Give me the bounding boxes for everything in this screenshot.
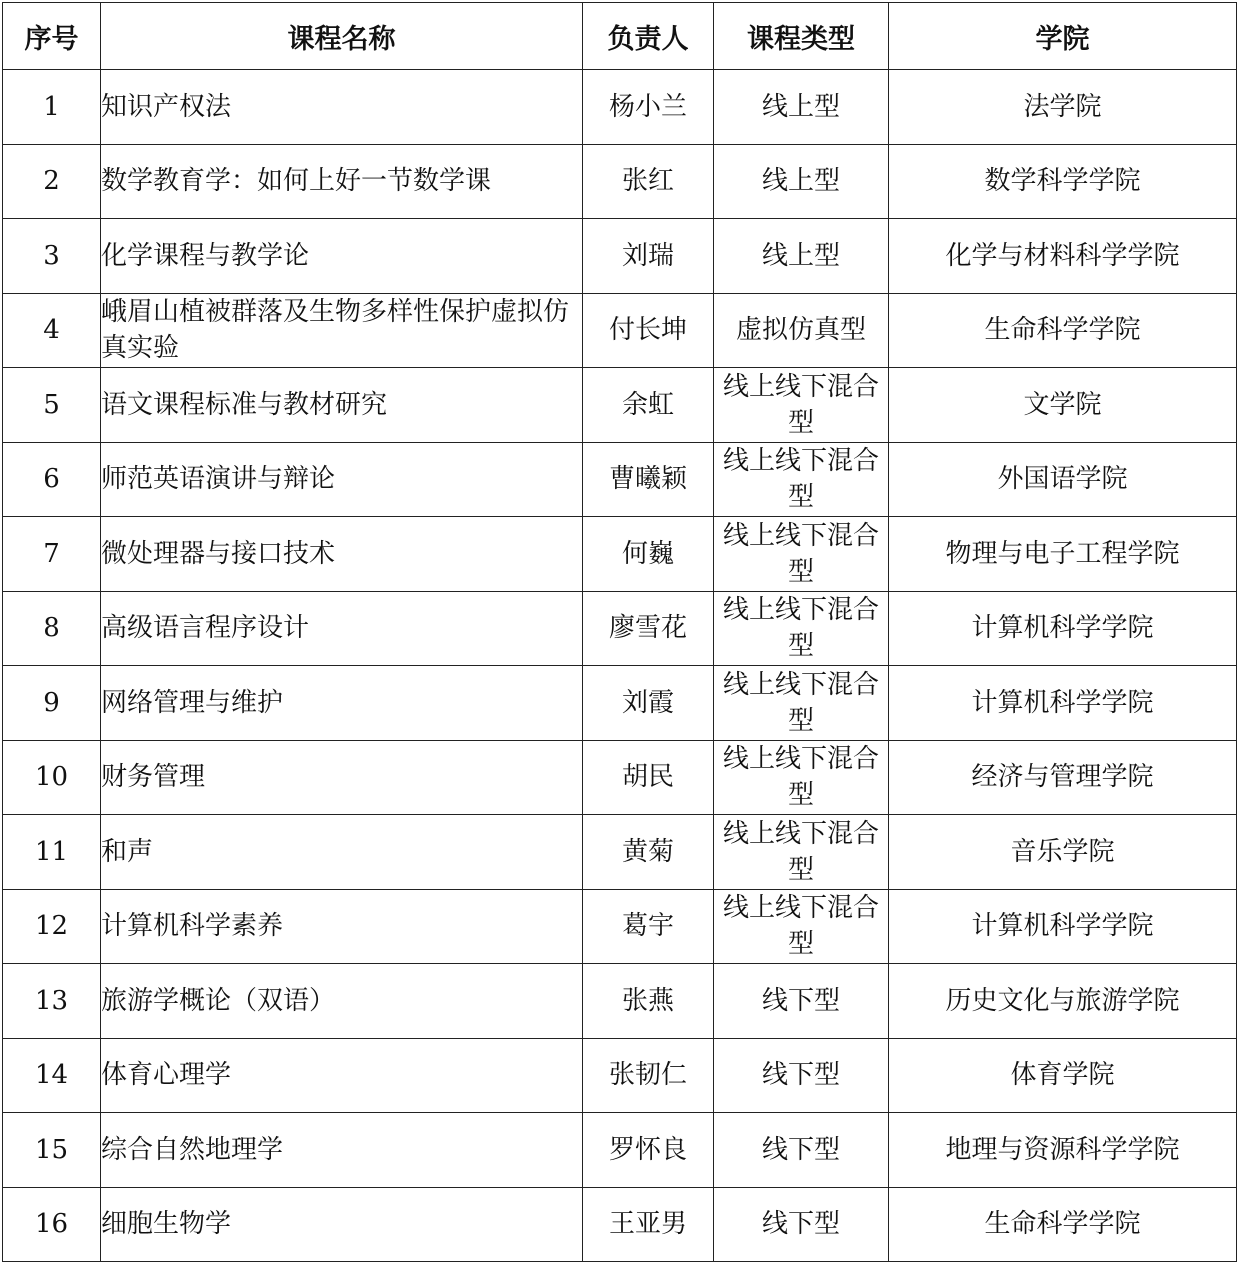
cell-course-name: 高级语言程序设计 xyxy=(101,591,583,666)
cell-course-type: 线下型 xyxy=(714,1187,889,1262)
cell-college: 经济与管理学院 xyxy=(889,740,1237,815)
table-row xyxy=(3,666,1237,741)
header-owner: 负责人 xyxy=(583,3,714,70)
table-row xyxy=(3,70,1237,145)
cell-num: 5 xyxy=(3,368,101,443)
cell-course-name: 细胞生物学 xyxy=(101,1187,583,1262)
cell-course-name: 知识产权法 xyxy=(101,70,583,145)
cell-course-type: 线上线下混合型 xyxy=(714,889,889,964)
table-row xyxy=(3,815,1237,890)
cell-owner: 张红 xyxy=(583,144,714,219)
cell-course-type: 线上型 xyxy=(714,70,889,145)
cell-college: 外国语学院 xyxy=(889,442,1237,517)
cell-num: 8 xyxy=(3,591,101,666)
cell-college: 生命科学学院 xyxy=(889,293,1237,368)
cell-num: 7 xyxy=(3,517,101,592)
cell-owner: 张韧仁 xyxy=(583,1038,714,1113)
cell-course-name: 化学课程与教学论 xyxy=(101,219,583,294)
cell-course-name: 网络管理与维护 xyxy=(101,666,583,741)
table-row xyxy=(3,442,1237,517)
cell-owner: 胡民 xyxy=(583,740,714,815)
cell-course-type: 线上线下混合型 xyxy=(714,591,889,666)
cell-course-name: 师范英语演讲与辩论 xyxy=(101,442,583,517)
cell-course-type: 线上线下混合型 xyxy=(714,517,889,592)
cell-college: 文学院 xyxy=(889,368,1237,443)
cell-owner: 付长坤 xyxy=(583,293,714,368)
cell-num: 2 xyxy=(3,144,101,219)
cell-num: 6 xyxy=(3,442,101,517)
cell-owner: 余虹 xyxy=(583,368,714,443)
table-row xyxy=(3,740,1237,815)
cell-owner: 杨小兰 xyxy=(583,70,714,145)
cell-college: 数学科学学院 xyxy=(889,144,1237,219)
table-row xyxy=(3,368,1237,443)
cell-num: 11 xyxy=(3,815,101,890)
cell-num: 16 xyxy=(3,1187,101,1262)
cell-college: 历史文化与旅游学院 xyxy=(889,964,1237,1039)
cell-num: 14 xyxy=(3,1038,101,1113)
cell-college: 化学与材料科学学院 xyxy=(889,219,1237,294)
cell-course-name: 微处理器与接口技术 xyxy=(101,517,583,592)
cell-num: 4 xyxy=(3,293,101,368)
table-row xyxy=(3,889,1237,964)
cell-num: 15 xyxy=(3,1113,101,1188)
cell-owner: 廖雪花 xyxy=(583,591,714,666)
cell-owner: 张燕 xyxy=(583,964,714,1039)
cell-course-name: 综合自然地理学 xyxy=(101,1113,583,1188)
cell-course-name: 财务管理 xyxy=(101,740,583,815)
cell-college: 物理与电子工程学院 xyxy=(889,517,1237,592)
cell-course-name: 数学教育学：如何上好一节数学课 xyxy=(101,144,583,219)
header-type: 课程类型 xyxy=(714,3,889,70)
cell-owner: 何巍 xyxy=(583,517,714,592)
cell-course-name: 峨眉山植被群落及生物多样性保护虚拟仿真实验 xyxy=(101,293,583,368)
header-num: 序号 xyxy=(3,3,101,70)
cell-college: 音乐学院 xyxy=(889,815,1237,890)
table-row xyxy=(3,517,1237,592)
cell-course-name: 语文课程标准与教材研究 xyxy=(101,368,583,443)
cell-course-type: 线上线下混合型 xyxy=(714,442,889,517)
cell-course-name: 旅游学概论（双语） xyxy=(101,964,583,1039)
cell-course-type: 线上线下混合型 xyxy=(714,740,889,815)
table-body xyxy=(3,70,1237,1262)
cell-owner: 葛宇 xyxy=(583,889,714,964)
cell-course-type: 线下型 xyxy=(714,1038,889,1113)
cell-course-type: 线上线下混合型 xyxy=(714,368,889,443)
cell-course-type: 线上型 xyxy=(714,219,889,294)
cell-course-name: 体育心理学 xyxy=(101,1038,583,1113)
cell-course-name: 和声 xyxy=(101,815,583,890)
cell-num: 13 xyxy=(3,964,101,1039)
cell-course-type: 线上线下混合型 xyxy=(714,666,889,741)
table-row xyxy=(3,1113,1237,1188)
table-row xyxy=(3,144,1237,219)
cell-course-type: 线上线下混合型 xyxy=(714,815,889,890)
cell-num: 10 xyxy=(3,740,101,815)
table-row xyxy=(3,1038,1237,1113)
cell-college: 生命科学学院 xyxy=(889,1187,1237,1262)
cell-num: 1 xyxy=(3,70,101,145)
cell-college: 计算机科学学院 xyxy=(889,666,1237,741)
cell-course-type: 线上型 xyxy=(714,144,889,219)
cell-owner: 罗怀良 xyxy=(583,1113,714,1188)
table-row xyxy=(3,219,1237,294)
table-row xyxy=(3,591,1237,666)
table-row xyxy=(3,1187,1237,1262)
cell-owner: 刘瑞 xyxy=(583,219,714,294)
course-table xyxy=(2,2,1237,1262)
cell-course-type: 虚拟仿真型 xyxy=(714,293,889,368)
cell-college: 地理与资源科学学院 xyxy=(889,1113,1237,1188)
cell-college: 法学院 xyxy=(889,70,1237,145)
cell-owner: 曹曦颖 xyxy=(583,442,714,517)
cell-college: 计算机科学学院 xyxy=(889,889,1237,964)
header-name: 课程名称 xyxy=(101,3,583,70)
header-row xyxy=(3,3,1237,70)
cell-owner: 王亚男 xyxy=(583,1187,714,1262)
cell-course-type: 线下型 xyxy=(714,964,889,1039)
table-row xyxy=(3,293,1237,368)
cell-num: 12 xyxy=(3,889,101,964)
cell-owner: 刘霞 xyxy=(583,666,714,741)
cell-course-type: 线下型 xyxy=(714,1113,889,1188)
cell-college: 计算机科学学院 xyxy=(889,591,1237,666)
header-college: 学院 xyxy=(889,3,1237,70)
cell-num: 3 xyxy=(3,219,101,294)
cell-college: 体育学院 xyxy=(889,1038,1237,1113)
table-row xyxy=(3,964,1237,1039)
cell-owner: 黄菊 xyxy=(583,815,714,890)
cell-course-name: 计算机科学素养 xyxy=(101,889,583,964)
cell-num: 9 xyxy=(3,666,101,741)
